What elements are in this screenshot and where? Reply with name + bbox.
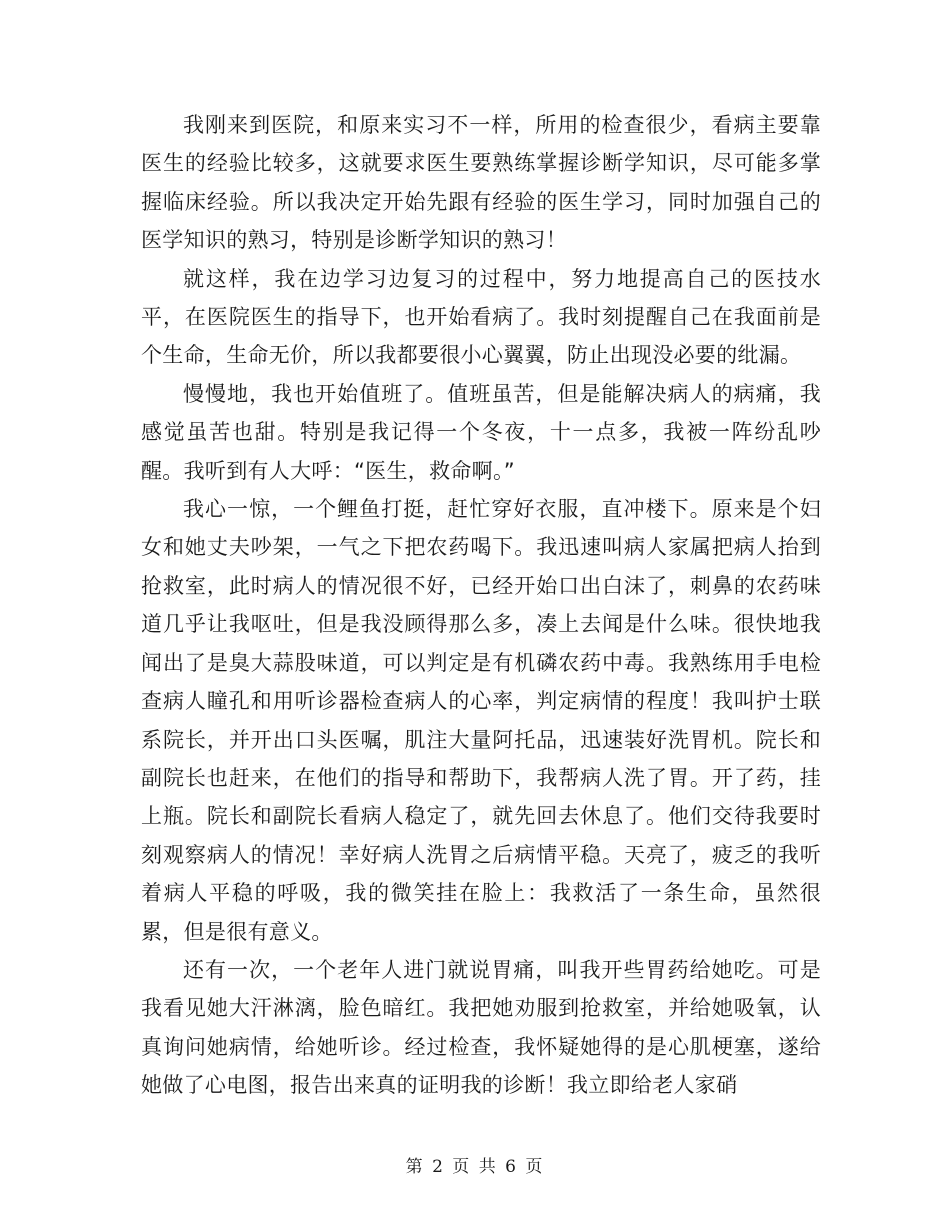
- paragraph-2: 就这样，我在边学习边复习的过程中，努力地提高自己的医技水平，在医院医生的指导下，也开始看病了。我时刻提醒自己在我面前是个生命，生命无价，所以我都要很小心翼翼，防止出现没必要的纰漏。: [141, 266, 821, 368]
- paragraph-3: 慢慢地，我也开始值班了。值班虽苦，但是能解决病人的病痛，我感觉虽苦也甜。特别是我记得一个冬夜，十一点多，我被一阵纷乱吵醒。我听到有人大呼：“医生，救命啊。”: [141, 381, 821, 483]
- paragraph-1: 我刚来到医院，和原来实习不一样，所用的检查很少，看病主要靠医生的经验比较多，这就要求医生要熟练掌握诊断学知识，尽可能多掌握临床经验。所以我决定开始先跟有经验的医生学习，同时加强自己的医学知识的熟习，特别是诊断学知识的熟习！: [141, 113, 821, 253]
- page-number-footer: 第 2 页 共 6 页: [405, 1157, 545, 1177]
- paragraph-4: 我心一惊，一个鲤鱼打挺，赶忙穿好衣服，直冲楼下。原来是个妇女和她丈夫吵架，一气之下把农药喝下。我迅速叫病人家属把病人抬到抢救室，此时病人的情况很不好，已经开始口出白沫了，刺鼻的农药味道几乎让我呕吐，但是我没顾得那么多，凑上去闻是什么味。很快地我闻出了是臭大蒜股味道，可以判定是有机磷农药中毒。我熟练用手电检查病人瞳孔和用听诊器检查病人的心率，判定病情的程度！我叫护士联系院长，并开出口头医嘱，肌注大量阿托品，迅速装好洗胃机。院长和副院长也赶来，在他们的指导和帮助下，我帮病人洗了胃。开了药，挂上瓶。院长和副院长看病人稳定了，就先回去休息了。他们交待我要时刻观察病人的情况！幸好病人洗胃之后病情平稳。天亮了，疲乏的我听着病人平稳的呼吸，我的微笑挂在脸上：我救活了一条生命，虽然很累，但是很有意义。: [141, 497, 821, 944]
- paragraph-5: 还有一次，一个老年人进门就说胃痛，叫我开些胃药给她吃。可是我看见她大汗淋漓，脸色暗红。我把她劝服到抢救室，并给她吸氧，认真询问她病情，给她听诊。经过检查，我怀疑她得的是心肌梗塞，遂给她做了心电图，报告出来真的证明我的诊断！我立即给老人家硝: [141, 957, 821, 1098]
- document-body: [141, 106, 821, 1105]
